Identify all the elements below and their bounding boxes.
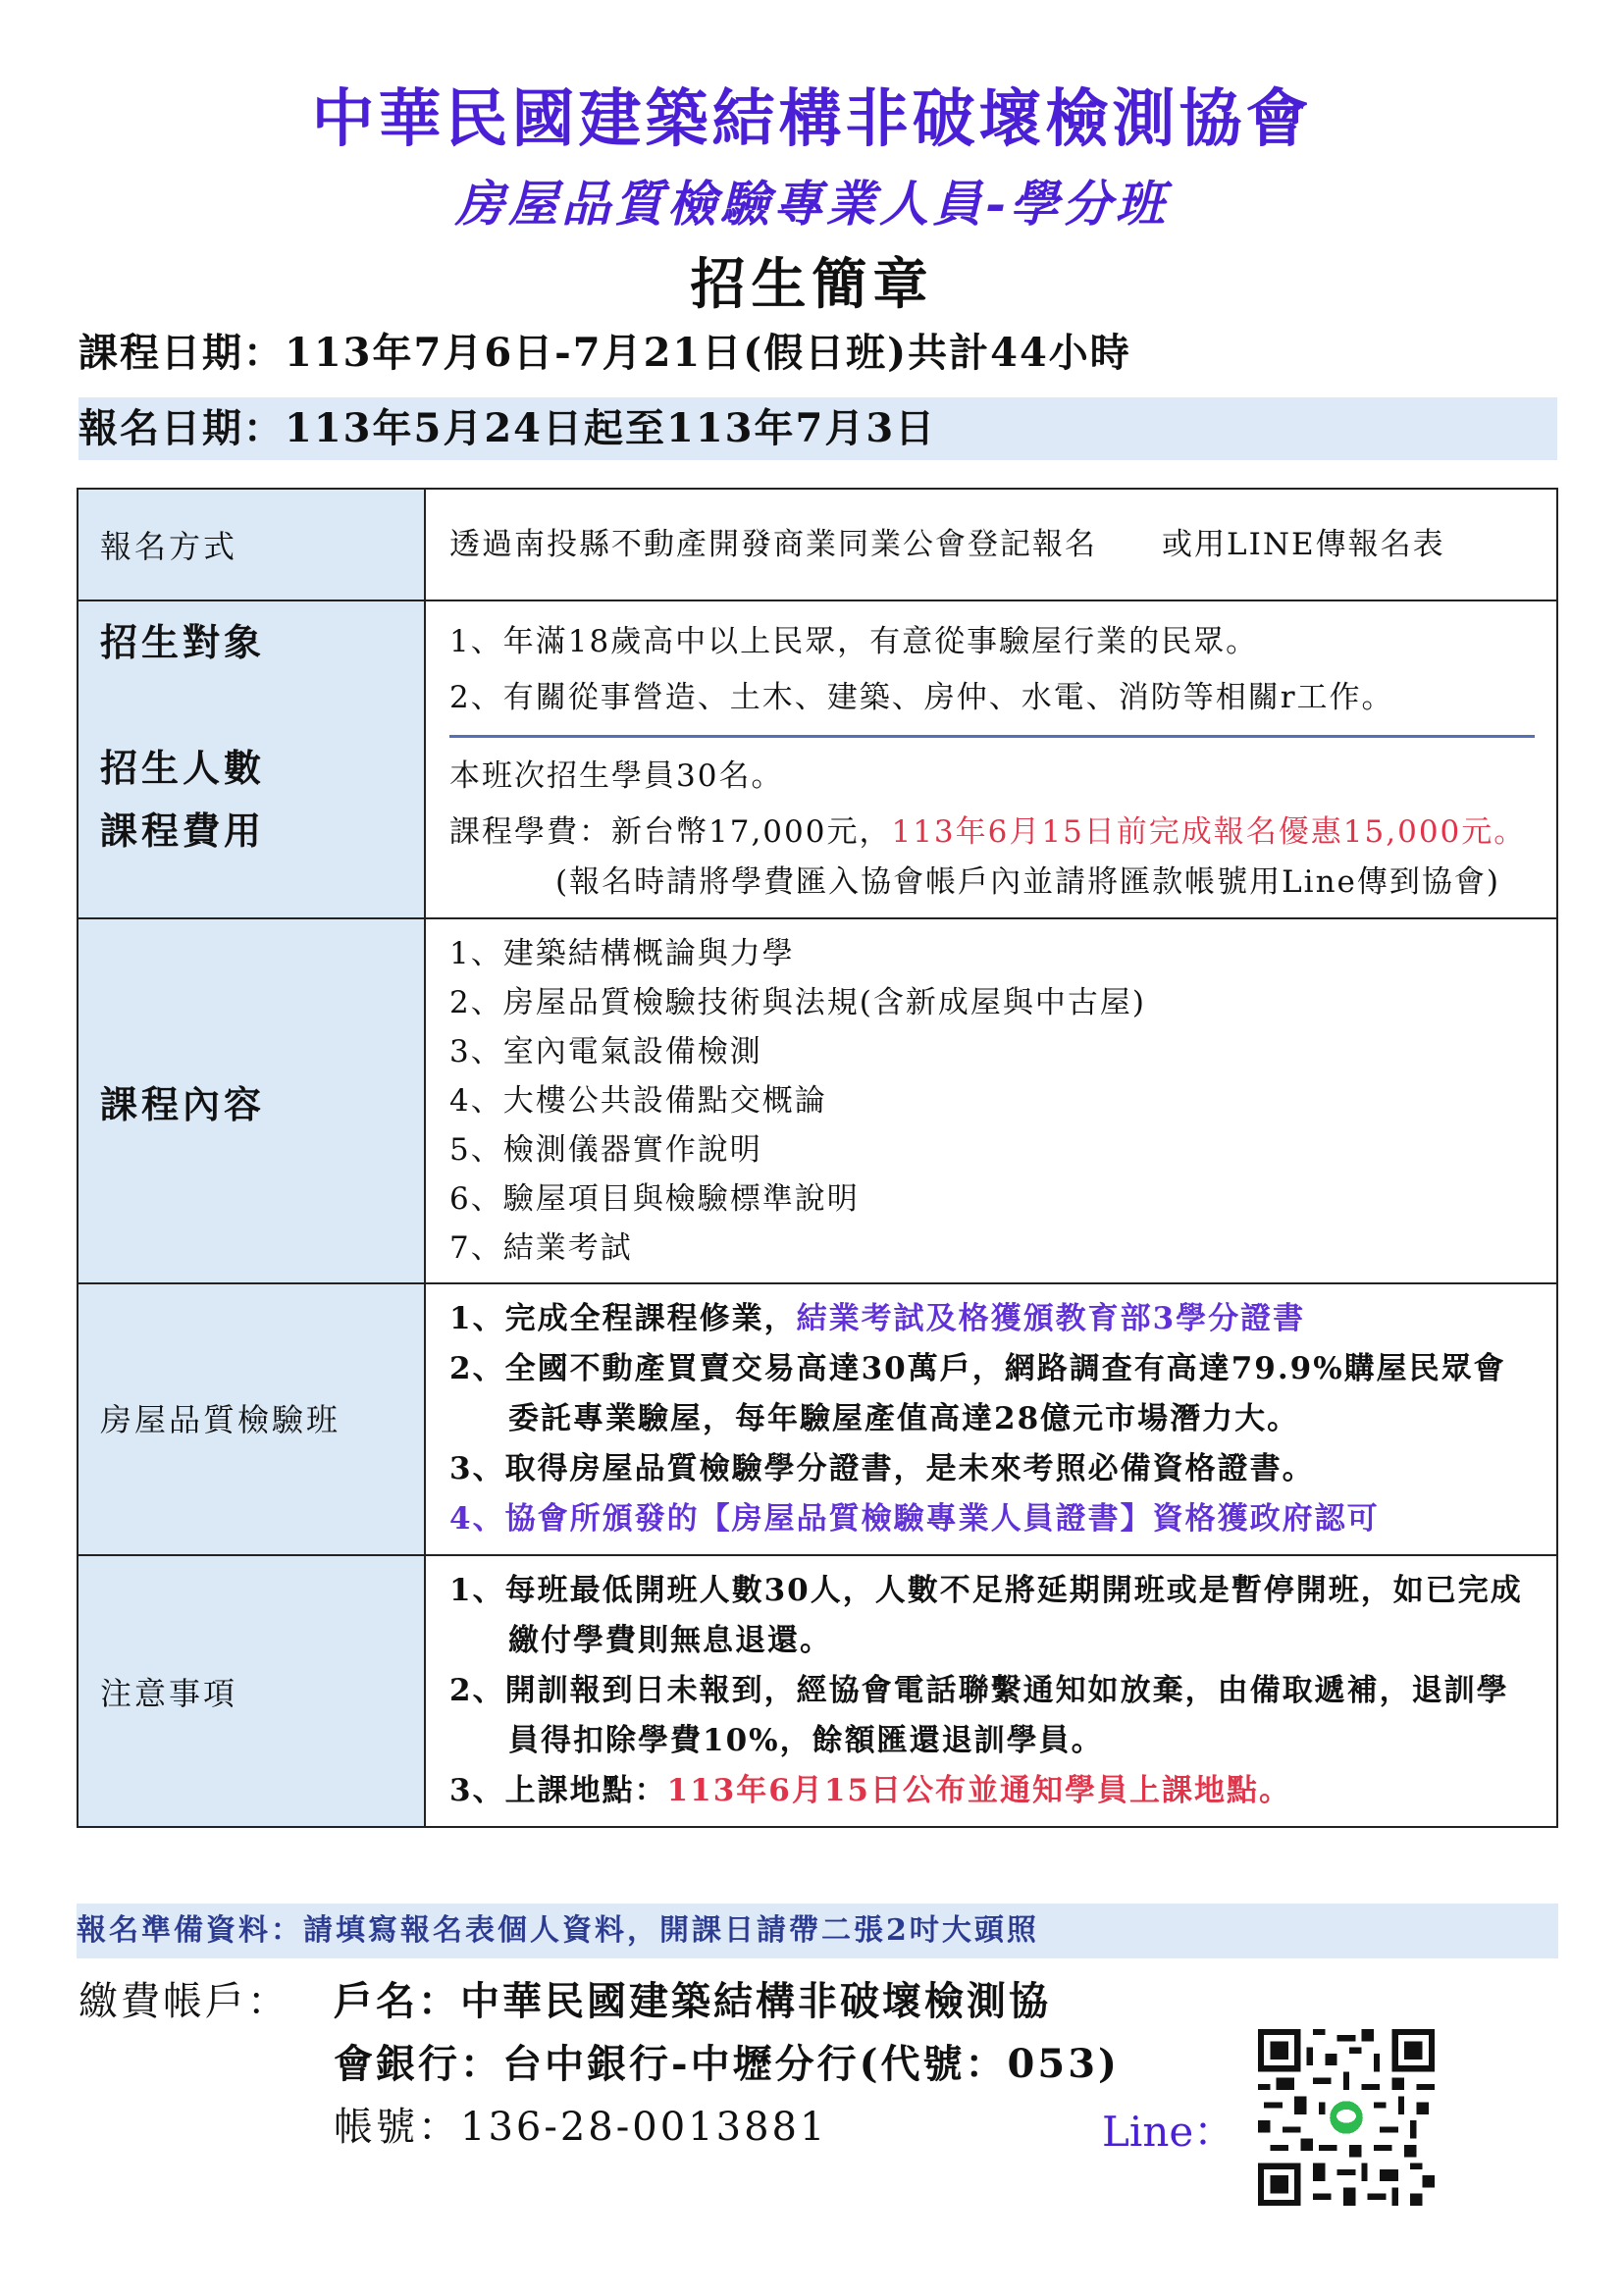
table-row	[78, 600, 1557, 918]
enrollment-labels	[78, 600, 425, 918]
fee-prefix: 課程學費：新台幣17,000元，	[449, 814, 892, 850]
content-label: 課程內容	[100, 1081, 266, 1126]
account-number: 帳號：136-28-0013881	[334, 2105, 828, 2150]
quality-content	[425, 1283, 1557, 1555]
org-title: 中華民國建築結構非破壞檢測協會	[311, 83, 1313, 156]
list-item: 1、建築結構概論與力學	[449, 936, 795, 971]
list-item: 4、協會所頒發的【房屋品質檢驗專業人員證書】資格獲政府認可	[449, 1501, 1380, 1537]
quality-label: 房屋品質檢驗班	[100, 1400, 341, 1438]
course-date: 課程日期：113年7月6日-7月21日(假日班)共計44小時	[79, 330, 1131, 376]
bank-info: 會銀行：台中銀行-中壢分行(代號：053)	[334, 2041, 1120, 2087]
info-table	[77, 488, 1558, 1828]
list-item: 5、檢測儀器實作說明	[449, 1132, 762, 1168]
list-item: 2、開訓報到日未報到，經協會電話聯繫通知如放棄，由備取遞補，退訓學員得扣除學費10%，餘額匯還退訓學員。	[449, 1673, 1509, 1758]
target-item: 1、年滿18歲高中以上民眾，有意從事驗屋行業的民眾。	[449, 624, 1259, 659]
target-item: 2、有關從事營造、土木、建築、房仲、水電、消防等相關r工作。	[449, 680, 1394, 715]
payment-label: 繳費帳戶：	[79, 1979, 289, 2024]
list-item: 2、全國不動產買賣交易高達30萬戶，網路調查有高達79.9%購屋民眾會委託專業驗屋，每年驗屋產值高達28億元市場潛力大。	[449, 1351, 1506, 1436]
notes-content	[425, 1555, 1557, 1827]
list-item: 3、取得房屋品質檢驗學分證書，是未來考照必備資格證書。	[449, 1451, 1315, 1487]
table-row	[78, 1555, 1557, 1827]
table-row	[78, 1283, 1557, 1555]
notes-label: 注意事項	[100, 1674, 238, 1712]
table-row	[78, 489, 1557, 600]
target-label: 招生對象	[100, 620, 266, 664]
enrollment-content	[425, 600, 1557, 918]
fee-text	[449, 808, 1535, 908]
course-title: 房屋品質檢驗專業人員-學分班	[455, 175, 1169, 233]
account-name: 戶名：中華民國建築結構非破壞檢測協	[334, 1978, 1051, 2024]
table-row	[78, 918, 1557, 1283]
quality-label-cell	[78, 1283, 425, 1555]
notes-item3-prefix: 3、上課地點：	[449, 1773, 667, 1808]
line-qr-code	[1258, 2029, 1435, 2206]
quality-item1-prefix: 1、完成全程課程修業，	[449, 1301, 797, 1336]
list-item: 1、每班最低開班人數30人，人數不足將延期開班或是暫停開班，如已完成繳付學費則無息退還。	[449, 1573, 1523, 1658]
line-label: Line：	[1102, 2108, 1235, 2156]
notes-item3-highlight: 113年6月15日公布並通知學員上課地點。	[666, 1773, 1291, 1808]
prep-note: 報名準備資料：請填寫報名表個人資料，開課日請帶二張2吋大頭照	[77, 1904, 1558, 1958]
method-label: 報名方式	[78, 489, 425, 600]
list-item: 2、房屋品質檢驗技術與法規(含新成屋與中古屋)	[449, 985, 1146, 1020]
content-label-cell	[78, 918, 425, 1283]
number-text: 本班次招生學員30名。	[449, 758, 784, 794]
list-item: 3、室內電氣設備檢測	[449, 1034, 762, 1069]
fee-discount: 113年6月15日前完成報名優惠15,000元。	[891, 814, 1527, 850]
list-item	[449, 1766, 1535, 1816]
list-item: 6、驗屋項目與檢驗標準說明	[449, 1181, 860, 1217]
fee-label: 課程費用	[100, 808, 266, 853]
notes-label-cell	[78, 1555, 425, 1827]
brochure-title: 招生簡章	[690, 253, 934, 317]
list-item: 4、大樓公共設備點交概論	[449, 1083, 827, 1119]
registration-date: 報名日期：113年5月24日起至113年7月3日	[79, 397, 1557, 460]
method-text: 透過南投縣不動產開發商業同業公會登記報名 或用LINE傳報名表	[425, 489, 1557, 600]
list-item: 7、結業考試	[449, 1230, 633, 1266]
section-divider	[449, 735, 1535, 738]
list-item	[449, 1294, 1535, 1344]
quality-item1-highlight: 結業考試及格獲頒教育部3學分證書	[796, 1301, 1306, 1336]
content-list	[425, 918, 1557, 1283]
number-label: 招生人數	[100, 746, 266, 790]
fee-note: (報名時請將學費匯入協會帳戶內並請將匯款帳號用Line傳到協會)	[555, 864, 1500, 900]
